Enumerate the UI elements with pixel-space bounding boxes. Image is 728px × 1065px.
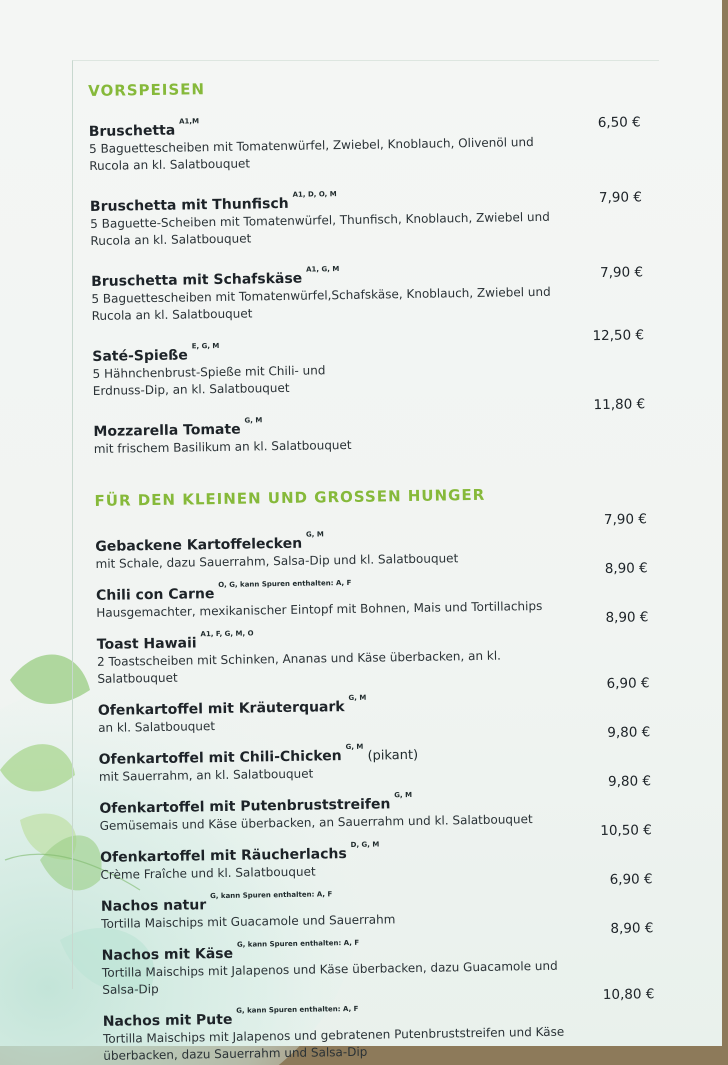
item-allergens: A1, D, O, M xyxy=(292,190,337,199)
menu-item xyxy=(98,724,655,786)
menu-item xyxy=(93,396,650,458)
item-price: 7,90 € xyxy=(603,511,648,528)
item-allergens: G, M xyxy=(305,530,324,539)
item-description: mit Sauerrahm, an kl. Salatbouquet xyxy=(98,766,314,784)
item-allergens: G, M xyxy=(244,416,263,425)
item-price: 9,80 € xyxy=(607,773,652,790)
item-allergens: A1, F, G, M, O xyxy=(200,629,254,639)
item-price: 6,50 € xyxy=(597,114,641,131)
item-name: Gebackene Kartoffelecken xyxy=(95,535,303,555)
item-description: mit Schale, dazu Sauerrahm, Salsa-Dip und kl. Salatbouquet xyxy=(95,551,459,571)
item-price: 6,90 € xyxy=(609,871,653,888)
item-price: 9,80 € xyxy=(607,724,651,741)
item-allergens: G, kann Spuren enthalten: A, F xyxy=(236,938,360,949)
item-price: 8,90 € xyxy=(604,560,648,577)
menu-item xyxy=(102,986,660,1065)
item-name: Ofenkartoffel mit Putenbruststreifen xyxy=(99,796,391,817)
item-price: 8,90 € xyxy=(605,609,649,626)
item-allergens: D, G, M xyxy=(350,840,380,849)
menu-item xyxy=(97,675,655,737)
item-name: Ofenkartoffel mit Räucherlachs xyxy=(100,846,347,866)
item-name: Ofenkartoffel mit Chili-Chicken xyxy=(98,748,342,768)
item-allergens: G, M xyxy=(394,790,413,800)
item-allergens: G, M xyxy=(345,742,364,752)
item-description: an kl. Salatbouquet xyxy=(98,719,216,735)
item-description: 5 Baguette-Scheiben mit Tomatenwürfel, Thunfisch, Knoblauch, Zwiebel und Rucola an kl. Salatbouquet xyxy=(90,209,550,248)
item-allergens: G, kann Spuren enthalten: A, F xyxy=(236,1004,359,1015)
item-price: 10,80 € xyxy=(602,986,655,1004)
item-allergens: G, kann Spuren enthalten: A, F xyxy=(209,890,333,901)
item-price: 11,80 € xyxy=(593,396,646,414)
item-name: Toast Hawaii xyxy=(96,635,197,653)
item-description: Tortilla Maischips mit Guacamole und Sauerrahm xyxy=(101,912,396,931)
item-price: 10,50 € xyxy=(600,822,652,840)
item-description: Tortilla Maischips mit Jalapenos und Käse überbacken, dazu Guacamole und Salsa-Dip xyxy=(101,958,558,997)
item-price: 8,90 € xyxy=(610,920,654,937)
item-description: Crème Fraîche und kl. Salatbouquet xyxy=(100,864,316,882)
item-spicy-note: (pikant) xyxy=(367,747,419,764)
item-allergens: O, G, kann Spuren enthalten: A, F xyxy=(218,578,352,590)
item-price: 7,90 € xyxy=(599,264,644,281)
item-description: 5 Baguettescheiben mit Tomatenwürfel,Schafskäse, Knoblauch, Zwiebel und Rucola an kl. Salatbouquet xyxy=(91,284,551,323)
item-price: 7,90 € xyxy=(598,189,643,206)
item-description: Tortilla Maischips mit Jalapenos und gebratenen Putenbruststreifen und Käse überbacken, dazu Sauerrahm und Salsa-Dip xyxy=(102,1024,565,1063)
item-name: Nachos mit Pute xyxy=(102,1011,233,1030)
item-allergens: A1, G, M xyxy=(306,265,340,274)
item-allergens: A1,M xyxy=(179,117,200,126)
item-name: Bruschetta xyxy=(88,122,176,140)
item-price: 6,90 € xyxy=(606,675,650,692)
item-description: 5 Baguettescheiben mit Tomatenwürfel, Zwiebel, Knoblauch, Olivenöl und Rucola an kl. Salatbouquet xyxy=(88,135,534,173)
item-name: Bruschetta mit Thunfisch xyxy=(89,195,289,215)
item-name: Bruschetta mit Schafskäse xyxy=(91,270,303,290)
item-allergens: G, M xyxy=(348,693,367,702)
item-allergens: E, G, M xyxy=(191,341,220,351)
item-price: 12,50 € xyxy=(592,327,645,345)
menu-content xyxy=(88,73,658,1063)
section-title-hunger: FÜR DEN KLEINEN UND GROSSEN HUNGER xyxy=(94,485,486,510)
menu-item xyxy=(95,511,652,573)
menu-item xyxy=(90,187,647,250)
item-name: Mozzarella Tomate xyxy=(93,421,241,440)
item-name: Saté-Spieße xyxy=(92,347,188,365)
item-name: Chili con Carne xyxy=(95,586,215,604)
item-description: Hausgemachter, mexikanischer Eintopf mit Bohnen, Mais und Tortillachips xyxy=(96,598,543,620)
menu-item xyxy=(91,262,648,325)
menu-item xyxy=(92,327,649,400)
item-description: 5 Hähnchenbrust-Spieße mit Chili- und Erdnuss-Dip, an kl. Salatbouquet xyxy=(92,363,326,398)
item-description: mit frischem Basilikum an kl. Salatbouquet xyxy=(93,437,352,456)
menu-item xyxy=(89,112,646,175)
item-name: Nachos natur xyxy=(100,897,207,915)
item-description: 2 Toastscheiben mit Schinken, Ananas und Käse überbacken, an kl. Salatbouquet xyxy=(97,648,502,686)
section-title-vorspeisen: VORSPEISEN xyxy=(88,80,206,100)
item-name: Ofenkartoffel mit Kräuterquark xyxy=(97,699,345,719)
item-name: Nachos mit Käse xyxy=(101,945,234,964)
item-description: Gemüsemais und Käse überbacken, an Sauerrahm und kl. Salatbouquet xyxy=(99,812,533,833)
